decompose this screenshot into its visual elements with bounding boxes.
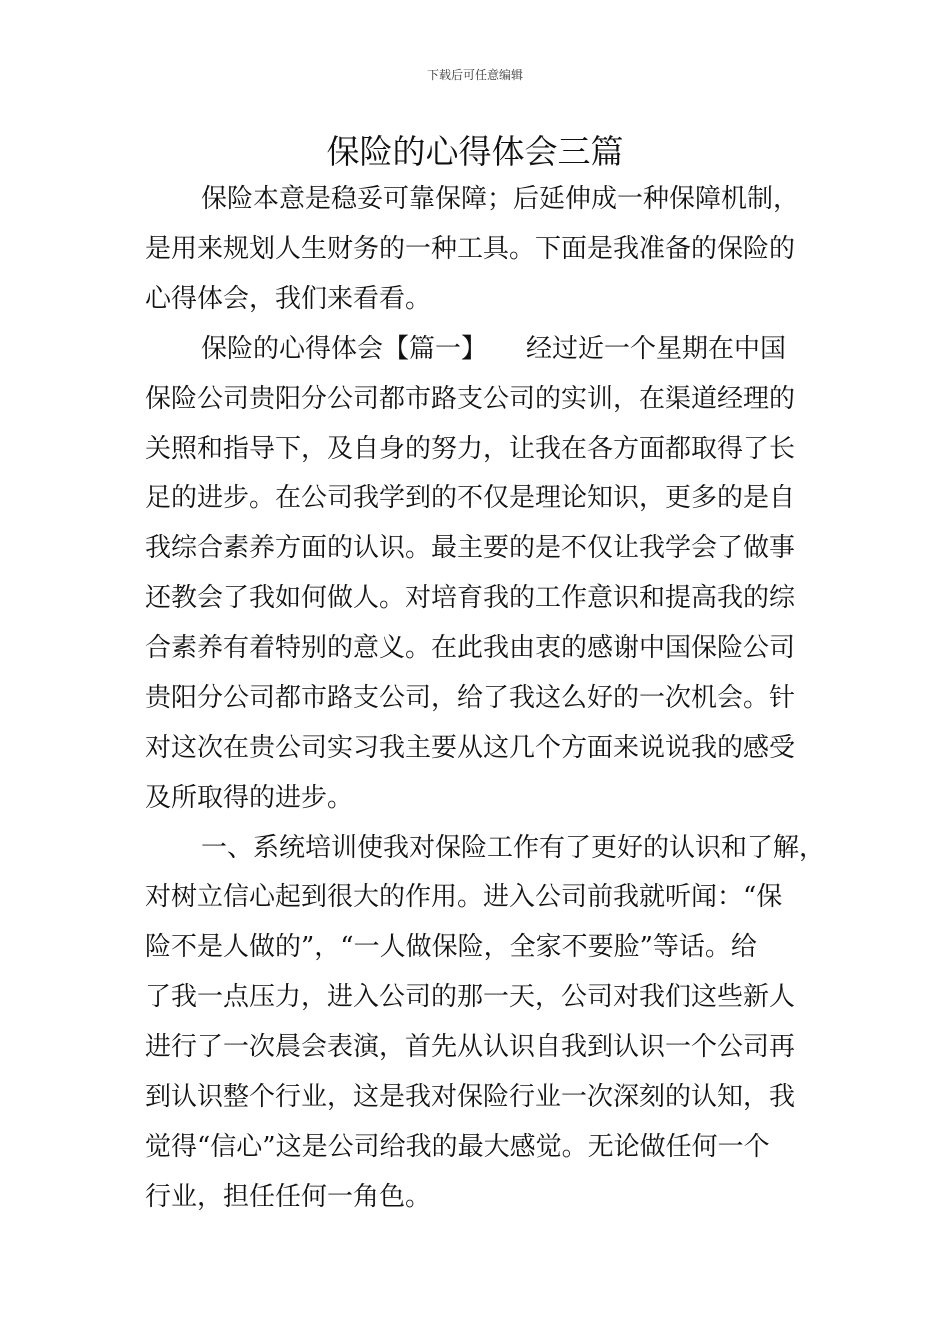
- text-line: 一、系统培训使我对保险工作有了更好的认识和了解，: [201, 833, 826, 863]
- text-line: 及所取得的进步。: [145, 783, 354, 813]
- text-line: 心得体会，我们来看看。: [145, 284, 432, 314]
- text-line: 保险公司贵阳分公司都市路支公司的实训，在渠道经理的: [145, 384, 796, 414]
- text-line: 保险本意是稳妥可靠保障；后延伸成一种保障机制，: [201, 184, 800, 214]
- text-line: 关照和指导下，及自身的努力，让我在各方面都取得了长: [145, 434, 796, 464]
- text-line: 对树立信心起到很大的作用。进入公司前我就听闻：“保: [145, 882, 783, 912]
- text-line: 足的进步。在公司我学到的不仅是理论知识，更多的是自: [145, 483, 796, 513]
- text-line: 合素养有着特别的意义。在此我由衷的感谢中国保险公司: [145, 633, 796, 663]
- text-line: 保险的心得体会【篇一】 经过近一个星期在中国: [201, 334, 787, 364]
- text-line: 行业，担任任何一角色。: [145, 1182, 432, 1212]
- header-note: 下载后可任意编辑: [426, 68, 523, 82]
- text-line: 是用来规划人生财务的一种工具。下面是我准备的保险的: [145, 234, 796, 264]
- text-line: 险不是人做的”，“一人做保险，全家不要脸”等话。给: [145, 932, 757, 962]
- text-line: 了我一点压力，进入公司的那一天，公司对我们这些新人: [145, 982, 796, 1012]
- page-title: 保险的心得体会三篇: [326, 132, 624, 171]
- text-line: 还教会了我如何做人。对培育我的工作意识和提高我的综: [145, 583, 796, 613]
- text-line: 贵阳分公司都市路支公司，给了我这么好的一次机会。针: [145, 683, 796, 713]
- text-line: 对这次在贵公司实习我主要从这几个方面来说说我的感受: [145, 733, 796, 763]
- text-line: 进行了一次晨会表演，首先从认识自我到认识一个公司再: [145, 1032, 796, 1062]
- text-line: 我综合素养方面的认识。最主要的是不仅让我学会了做事: [145, 533, 796, 563]
- text-line: 到认识整个行业，这是我对保险行业一次深刻的认知，我: [145, 1082, 796, 1112]
- text-line: 觉得“信心”这是公司给我的最大感觉。无论做任何一个: [145, 1132, 770, 1162]
